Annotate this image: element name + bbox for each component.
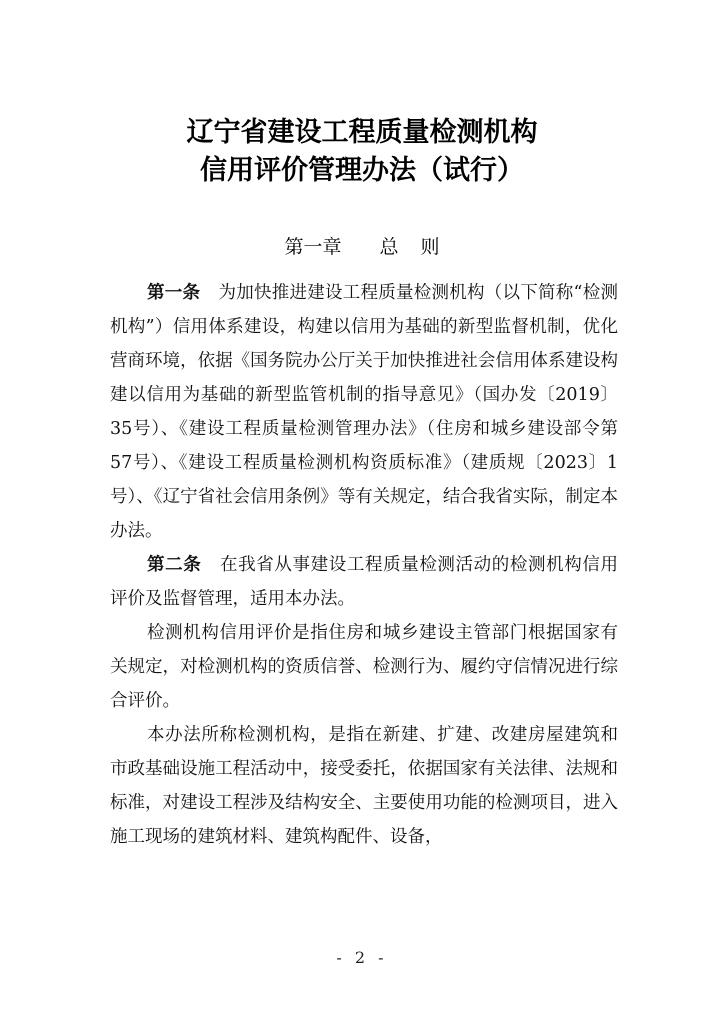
paragraph-definition bbox=[110, 616, 618, 718]
chapter-number: 第一章 bbox=[284, 236, 342, 258]
paragraph-scope bbox=[110, 718, 618, 854]
paragraph-article-2 bbox=[110, 548, 618, 616]
article-label: 第二条 bbox=[147, 555, 202, 575]
body-text bbox=[110, 276, 618, 854]
paragraph-article-1 bbox=[110, 276, 618, 548]
paragraph-text: 本办法所称检测机构，是指在新建、扩建、改建房屋建筑和市政基础设施工程活动中，接受委托，依据国家有关法律、法规和标准，对建设工程涉及结构安全、主要使用功能的检测项目，进入施工现场的建筑材料、建筑构配件、设备， bbox=[110, 725, 618, 847]
chapter-name-part-2: 则 bbox=[420, 236, 440, 258]
paragraph-text: 为加快推进建设工程质量检测机构（以下简称“检测机构”）信用体系建设，构建以信用为基础的新型监督机制，优化营商环境，依据《国务院办公厅关于加快推进社会信用体系建设构建以信用为基础的新型监管机制的指导意见》（国办发〔2019〕35号）、《建设工程质量检测管理办法》（住房和城乡建设部令第57号）、《建设工程质量检测机构资质标准》（建质规〔2023〕1号）、《辽宁省社会信用条例》等有关规定，结合我省实际，制定本办法。 bbox=[110, 283, 619, 541]
chapter-heading bbox=[0, 232, 724, 259]
paragraph-text: 检测机构信用评价是指住房和城乡建设主管部门根据国家有关规定，对检测机构的资质信誉、检测行为、履约守信情况进行综合评价。 bbox=[110, 623, 618, 711]
page-number: - 2 - bbox=[336, 948, 388, 967]
chapter-name-part-1: 总 bbox=[379, 236, 399, 258]
document-title-line-1: 辽宁省建设工程质量检测机构 bbox=[186, 117, 538, 148]
paragraph-text: 在我省从事建设工程质量检测活动的检测机构信用评价及监督管理，适用本办法。 bbox=[110, 555, 619, 609]
document-title-line-2: 信用评价管理办法（试行） bbox=[200, 155, 524, 186]
article-label: 第一条 bbox=[147, 283, 201, 303]
